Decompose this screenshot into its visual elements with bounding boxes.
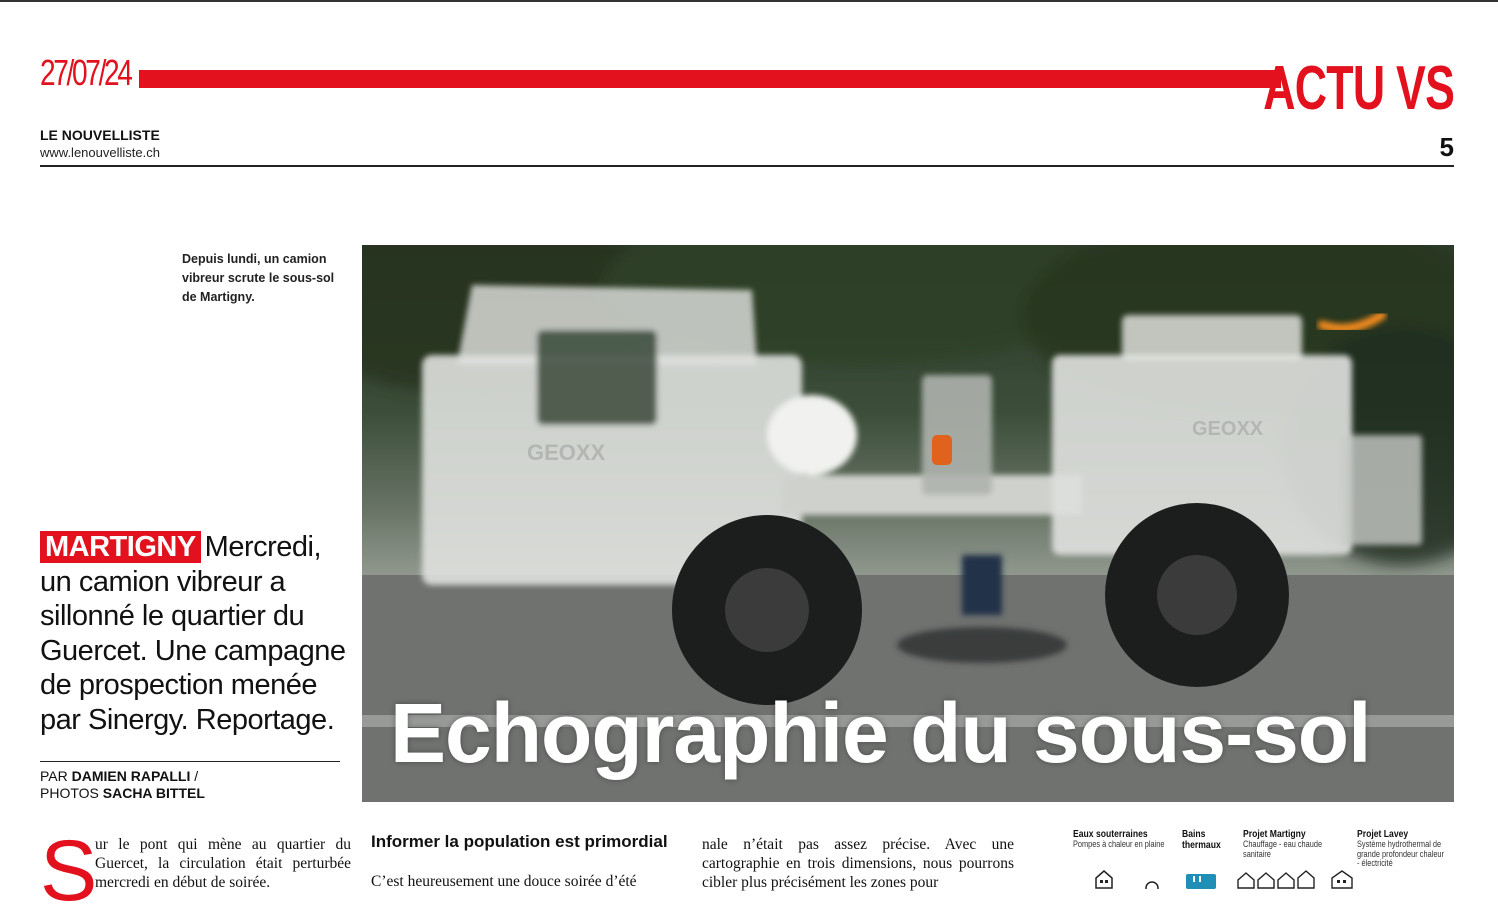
building-icon bbox=[1330, 868, 1358, 889]
photo-caption: Depuis lundi, un camion vibreur scrute le sous-sol de Martigny. bbox=[182, 252, 335, 304]
drop-cap: S bbox=[40, 823, 98, 919]
infographic-title: Eaux souterraines bbox=[1073, 828, 1148, 840]
infographic-title: Bains thermaux bbox=[1182, 828, 1221, 851]
photos-prefix: PHOTOS bbox=[40, 785, 103, 801]
byline-rule bbox=[40, 761, 340, 762]
newspaper-url[interactable]: www.lenouvelliste.ch bbox=[40, 145, 160, 160]
article-headline: Echographie du sous-sol bbox=[390, 686, 1371, 780]
houses-icon bbox=[1236, 868, 1316, 889]
infographic-title: Projet Lavey bbox=[1357, 828, 1409, 840]
article-column-3: nale n’était pas assez précise. Avec une cartographie en trois dimensions, nous pourrons cibler plus précisément les zones pour bbox=[702, 836, 1014, 891]
author-name: DAMIEN RAPALLI bbox=[71, 768, 191, 784]
house-icon bbox=[1094, 868, 1164, 889]
truck-logo: GEOXX bbox=[527, 440, 606, 465]
infographic-item-thermal-baths bbox=[1182, 829, 1239, 851]
infographic-subtitle: Pompes à chaleur en plaine bbox=[1073, 839, 1165, 849]
location-tag: MARTIGNY bbox=[40, 531, 201, 563]
truck-logo-rear: GEOXX bbox=[1192, 418, 1264, 440]
lede-text: Mercredi, un camion vibreur a sillonné le quartier du Guercet. Une campagne de prospection menée par Sinergy. Reportage. bbox=[40, 531, 346, 736]
header-rule bbox=[40, 165, 1454, 167]
article-lede bbox=[40, 530, 350, 737]
byline-separator: / bbox=[190, 768, 199, 784]
article-column-1: ur le pont qui mène au quartier du Guercet, la circulation était perturbée mercredi en début de soirée. bbox=[95, 836, 351, 891]
article-subhead: Informer la population est primordial bbox=[371, 832, 668, 851]
thermal-bath-icon bbox=[1186, 868, 1218, 889]
infographic-item-martigny-project bbox=[1243, 829, 1333, 859]
main-photo bbox=[362, 245, 1454, 802]
byline bbox=[40, 768, 205, 802]
issue-date: 27/07/24 bbox=[40, 52, 131, 93]
infographic-subtitle: Système hydrothermal de grande profondeur chaleur - électricité bbox=[1357, 839, 1444, 868]
article-column-2: C’est heureusement une douce soirée d’été bbox=[371, 873, 637, 890]
newspaper-brand: LE NOUVELLISTE bbox=[40, 127, 160, 143]
photographer-name: SACHA BITTEL bbox=[102, 785, 205, 801]
top-border bbox=[0, 0, 1498, 2]
page-number: 5 bbox=[1439, 132, 1454, 162]
byline-prefix: PAR bbox=[40, 768, 72, 784]
infographic-item-lavey-project bbox=[1357, 829, 1447, 869]
section-title: ACTU VS bbox=[1263, 54, 1454, 123]
infographic-title: Projet Martigny bbox=[1243, 828, 1306, 840]
header-red-bar bbox=[139, 70, 1281, 88]
infographic-subtitle: Chauffage - eau chaude sanitaire bbox=[1243, 839, 1323, 859]
infographic-item-groundwater bbox=[1073, 829, 1171, 850]
